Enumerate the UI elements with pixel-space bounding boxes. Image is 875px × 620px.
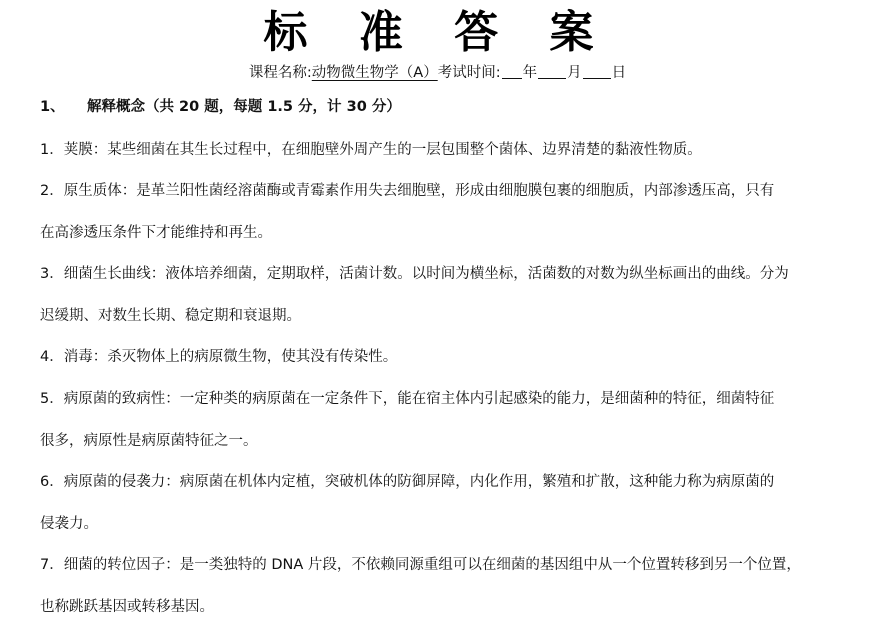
answer-line: 5．病原菌的致病性：一定种类的病原菌在一定条件下，能在宿主体内引起感染的能力，是细菌种的特征，细菌特征 (40, 391, 775, 407)
year-blank (502, 64, 522, 79)
course-name: 动物微生物学（A） (311, 65, 438, 81)
day-label: 日 (611, 65, 627, 81)
day-blank (583, 64, 611, 79)
year-label: 年 (522, 65, 538, 81)
answer-line: 7．细菌的转位因子：是一类独特的 DNA 片段，不依赖同源重组可以在细菌的基因组中从一个位置转移到另一个位置， (40, 557, 801, 573)
answer-line: 迟缓期、对数生长期、稳定期和衰退期。 (40, 308, 301, 324)
answer-line: 6．病原菌的侵袭力：病原菌在机体内定植，突破机体的防御屏障，内化作用，繁殖和扩散，这种能力称为病原菌的 (40, 474, 775, 490)
course-label: 课程名称: (248, 65, 312, 81)
answer-line: 很多，病原性是病原菌特征之一。 (40, 433, 258, 449)
answer-line: 4．消毒：杀灭物体上的病原微生物，使其没有传染性。 (40, 349, 398, 365)
answer-line: 也称跳跃基因或转移基因。 (40, 599, 214, 615)
section-title: 解释概念（共 20 题，每题 1.5 分，计 30 分） (87, 99, 401, 115)
course-info-line (0, 62, 875, 84)
answer-line: 3．细菌生长曲线：液体培养细菌，定期取样，活菌计数。以时间为横坐标，活菌数的对数为纵坐标画出的曲线。分为 (40, 266, 789, 282)
answer-line: 在高渗透压条件下才能维持和再生。 (40, 225, 272, 241)
month-label: 月 (567, 65, 582, 81)
exam-time-label: 考试时间: (437, 65, 501, 81)
page-title: 标 准 答 案 (263, 7, 612, 58)
answer-line: 侵袭力。 (40, 516, 98, 532)
section-number: 1、 (40, 99, 65, 115)
answer-line: 2．原生质体：是革兰阳性菌经溶菌酶或青霉素作用失去细胞壁，形成由细胞膜包裹的细胞质，内部渗透压高，只有 (40, 183, 775, 199)
answer-line: 1．荚膜：某些细菌在其生长过程中，在细胞壁外周产生的一层包围整个菌体、边界清楚的黏液性物质。 (40, 142, 702, 158)
month-blank (538, 64, 566, 79)
section-heading (40, 96, 401, 118)
